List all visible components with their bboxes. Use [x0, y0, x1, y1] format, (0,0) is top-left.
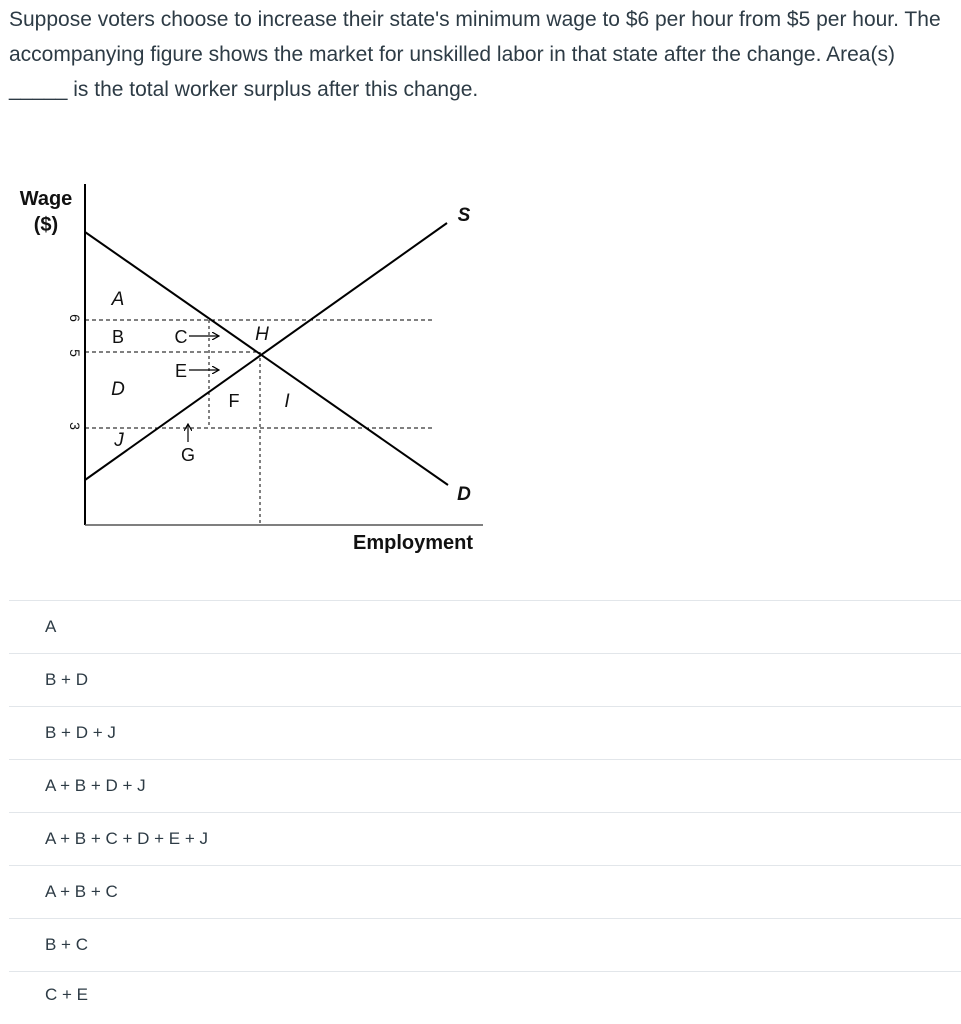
answer-option[interactable]	[9, 918, 961, 971]
region-i-label: I	[284, 391, 290, 412]
demand-label: D	[457, 484, 471, 505]
answer-label: A + B + C + D + E + J	[45, 829, 209, 848]
region-j-label: J	[114, 430, 124, 451]
tick-6: 6	[67, 314, 83, 322]
region-d-label: D	[111, 379, 125, 400]
answer-option[interactable]	[9, 653, 961, 706]
answer-label: A + B + D + J	[45, 776, 146, 795]
answer-label: B + C	[45, 935, 88, 954]
demand-curve	[85, 232, 448, 485]
region-b-label: B	[111, 327, 125, 347]
y-axis-label: Wage	[19, 188, 73, 210]
answer-option[interactable]	[9, 865, 961, 918]
supply-curve	[85, 223, 447, 480]
y-axis-unit: ($)	[33, 214, 59, 236]
answer-option[interactable]	[9, 759, 961, 812]
answer-option[interactable]	[9, 971, 961, 1017]
answer-label: B + D + J	[45, 723, 116, 742]
answer-label: B + D	[45, 670, 88, 689]
answer-label: A	[45, 617, 57, 636]
answer-label: C + E	[45, 984, 88, 1004]
region-g-label: G	[180, 445, 196, 465]
region-f-label: F	[228, 391, 240, 411]
question-text: Suppose voters choose to increase their state's minimum wage to $6 per hour from $5 per hour. The accompanying figure shows the market for unskilled labor in that state after the change. Area(s) _____ is the total worker surplus after this change.	[9, 8, 941, 101]
region-h-label: H	[255, 324, 269, 345]
answer-list	[9, 600, 961, 1017]
answer-option[interactable]	[9, 706, 961, 759]
tick-5: 5	[67, 349, 83, 357]
region-c-label: C	[174, 327, 188, 347]
answer-option[interactable]	[9, 600, 961, 653]
supply-label: S	[457, 205, 471, 226]
tick-3: 3	[67, 422, 83, 430]
answer-label: A + B + C	[45, 882, 118, 901]
labor-market-graph	[0, 170, 520, 570]
labor-market-figure	[0, 170, 520, 570]
region-e-label: E	[174, 361, 188, 381]
region-a-label: A	[111, 289, 125, 310]
answer-option[interactable]	[9, 812, 961, 865]
x-axis-label: Employment	[352, 532, 474, 554]
